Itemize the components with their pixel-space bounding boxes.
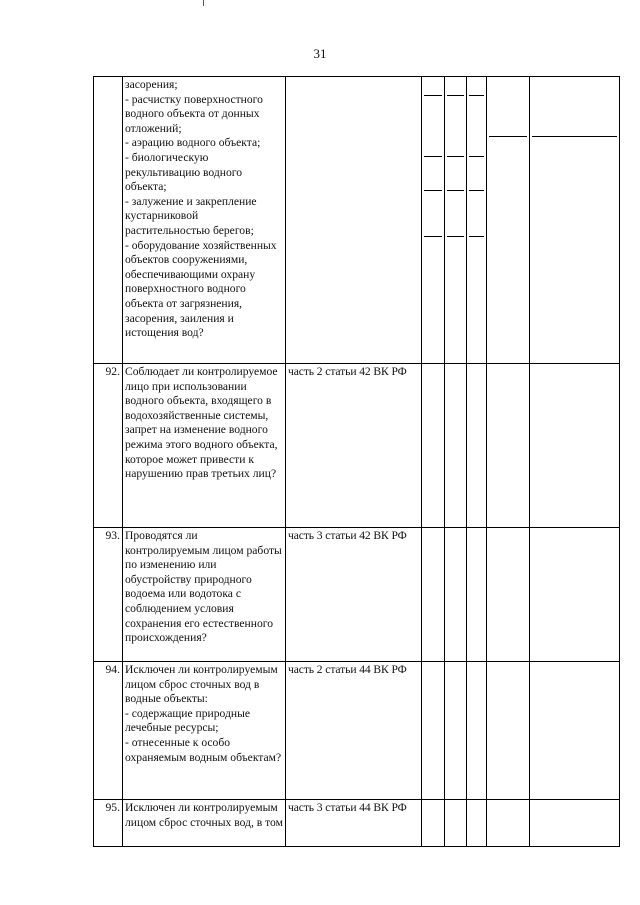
row-number: 94.: [94, 662, 123, 800]
question-text: засорения; - расчистку поверхностного водного объекта от донных отложений; - аэрацию водного объекта; - биологическую рекультивацию водного объекта; - залужение и закрепление кустарниковой растительностью берегов; - оборудование хозяйственных объектов сооружениями, обеспечивающими охрану поверхностного водного объекта от загрязнения, засорения, заиления и истощения вод?: [123, 77, 286, 364]
answer-extra-cell: [487, 364, 530, 528]
answer-yes-cell: [422, 662, 445, 800]
page-top-mark: [203, 0, 204, 6]
answer-no-cell: [445, 662, 467, 800]
answer-yes-cell: [422, 800, 445, 847]
answer-extra-cell: [487, 662, 530, 800]
answer-na-cell: [467, 528, 487, 662]
answer-yes-cell: [422, 77, 445, 364]
answer-no-cell: [445, 364, 467, 528]
answer-na-cell: [467, 662, 487, 800]
answer-na-cell: [467, 364, 487, 528]
answer-na-cell: [467, 800, 487, 847]
answer-yes-cell: [422, 528, 445, 662]
page-number: 31: [313, 46, 327, 61]
question-text: Исключен ли контролируемым лицом сброс сточных вод, в том: [123, 800, 286, 847]
row-number: [94, 77, 123, 364]
answer-no-cell: [445, 77, 467, 364]
legal-reference: часть 3 статьи 44 ВК РФ: [286, 800, 422, 847]
table-row: [94, 528, 620, 662]
checklist-table: [93, 76, 620, 847]
table-row: [94, 364, 620, 528]
answer-extra-cell: [487, 800, 530, 847]
question-text: Соблюдает ли контролируемое лицо при использовании водного объекта, входящего в водохозяйственные системы, запрет на изменение водного режима этого водного объекта, которое может привести к нарушению прав третьих лиц?: [123, 364, 286, 528]
legal-reference: [286, 77, 422, 364]
notes-cell: [530, 77, 620, 364]
table-row: [94, 662, 620, 800]
table-row: [94, 77, 620, 364]
answer-extra-cell: [487, 77, 530, 364]
answer-no-cell: [445, 528, 467, 662]
legal-reference: часть 3 статьи 42 ВК РФ: [286, 528, 422, 662]
question-text: Проводятся ли контролируемым лицом работы по изменению или обустройству природного водоема или водотока с соблюдением условия сохранения его естественного происхождения?: [123, 528, 286, 662]
notes-cell: [530, 800, 620, 847]
notes-cell: [530, 364, 620, 528]
answer-na-cell: [467, 77, 487, 364]
answer-no-cell: [445, 800, 467, 847]
legal-reference: часть 2 статьи 42 ВК РФ: [286, 364, 422, 528]
row-number: 95.: [94, 800, 123, 847]
row-number: 92.: [94, 364, 123, 528]
notes-cell: [530, 662, 620, 800]
row-number: 93.: [94, 528, 123, 662]
answer-extra-cell: [487, 528, 530, 662]
legal-reference: часть 2 статьи 44 ВК РФ: [286, 662, 422, 800]
answer-yes-cell: [422, 364, 445, 528]
question-text: Исключен ли контролируемым лицом сброс сточных вод в водные объекты: - содержащие природные лечебные ресурсы; - отнесенные к особо охраняемым водным объектам?: [123, 662, 286, 800]
table-row: [94, 800, 620, 847]
notes-cell: [530, 528, 620, 662]
